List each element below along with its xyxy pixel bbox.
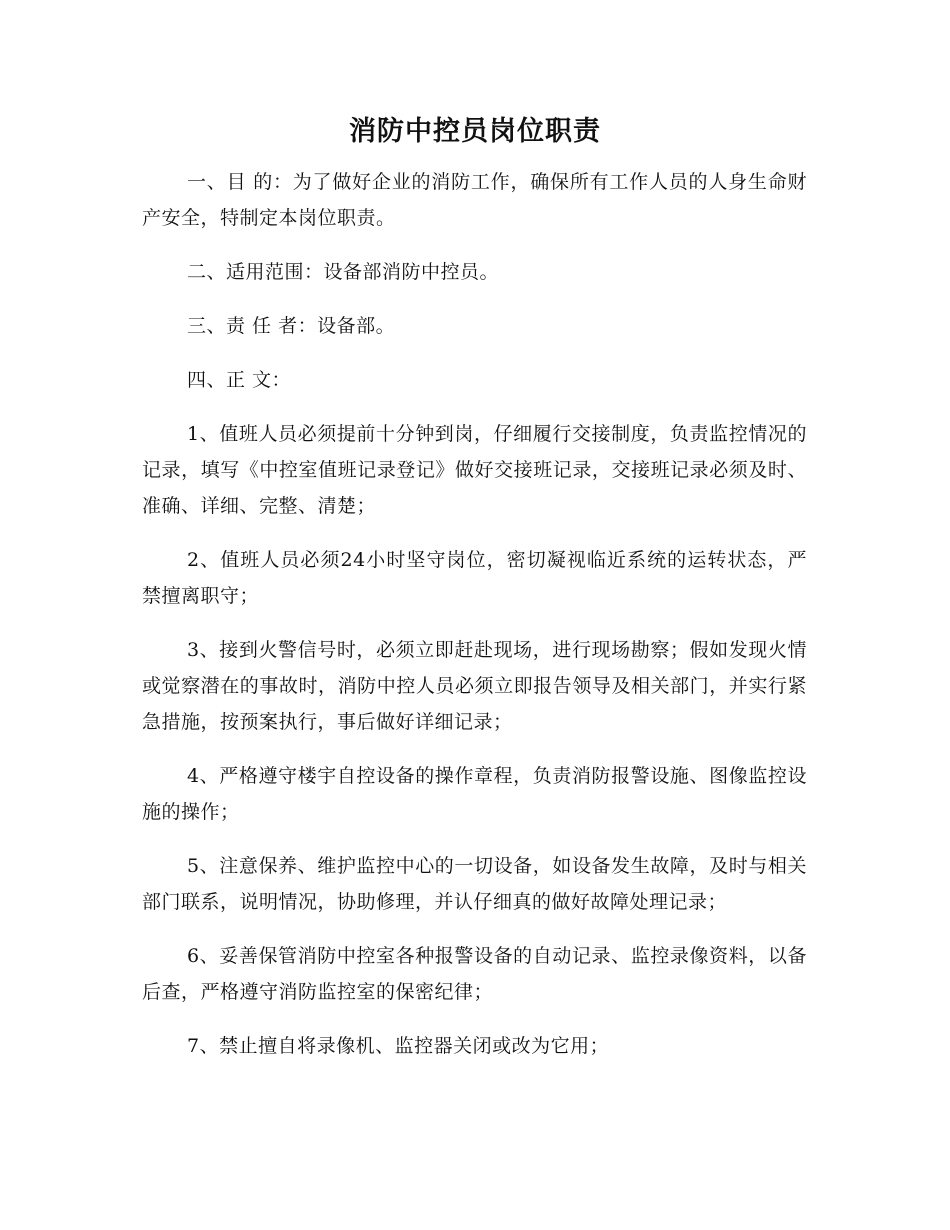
duty-item-7: 7、禁止擅自将录像机、监控器关闭或改为它用；	[187, 1035, 610, 1057]
document-title: 消防中控员岗位职责	[349, 116, 601, 147]
duty-item-6: 6、妥善保管消防中控室各种报警设备的自动记录、监控录像资料，以备后查，严格遵守消防监控室的保密纪律；	[142, 945, 807, 1003]
section-main-text-heading: 四、正 文：	[187, 369, 292, 391]
duty-item-3: 3、接到火警信号时，必须立即赶赴现场，进行现场勘察；假如发现火情或觉察潜在的事故时，消防中控人员必须立即报告领导及相关部门，并实行紧急措施，按预案执行，事后做好详细记录；	[142, 639, 807, 733]
duty-item-2: 2、值班人员必须24小时坚守岗位，密切凝视临近系统的运转状态，严禁擅离职守；	[142, 549, 807, 607]
section-purpose: 一、目 的：为了做好企业的消防工作，确保所有工作人员的人身生命财产安全，特制定本岗位职责。	[142, 171, 807, 229]
section-scope: 二、适用范围：设备部消防中控员。	[187, 261, 500, 283]
duty-item-1: 1、值班人员必须提前十分钟到岗，仔细履行交接制度，负责监控情况的记录，填写《中控室值班记录登记》做好交接班记录，交接班记录必须及时、准确、详细、完整、清楚；	[142, 423, 807, 517]
duty-item-5: 5、注意保养、维护监控中心的一切设备，如设备发生故障，及时与相关部门联系，说明情况，协助修理，并认仔细真的做好故障处理记录；	[142, 855, 807, 913]
section-responsible: 三、责 任 者：设备部。	[187, 315, 396, 337]
document-body	[142, 164, 807, 1082]
duty-item-4: 4、严格遵守楼宇自控设备的操作章程，负责消防报警设施、图像监控设施的操作；	[142, 765, 807, 823]
